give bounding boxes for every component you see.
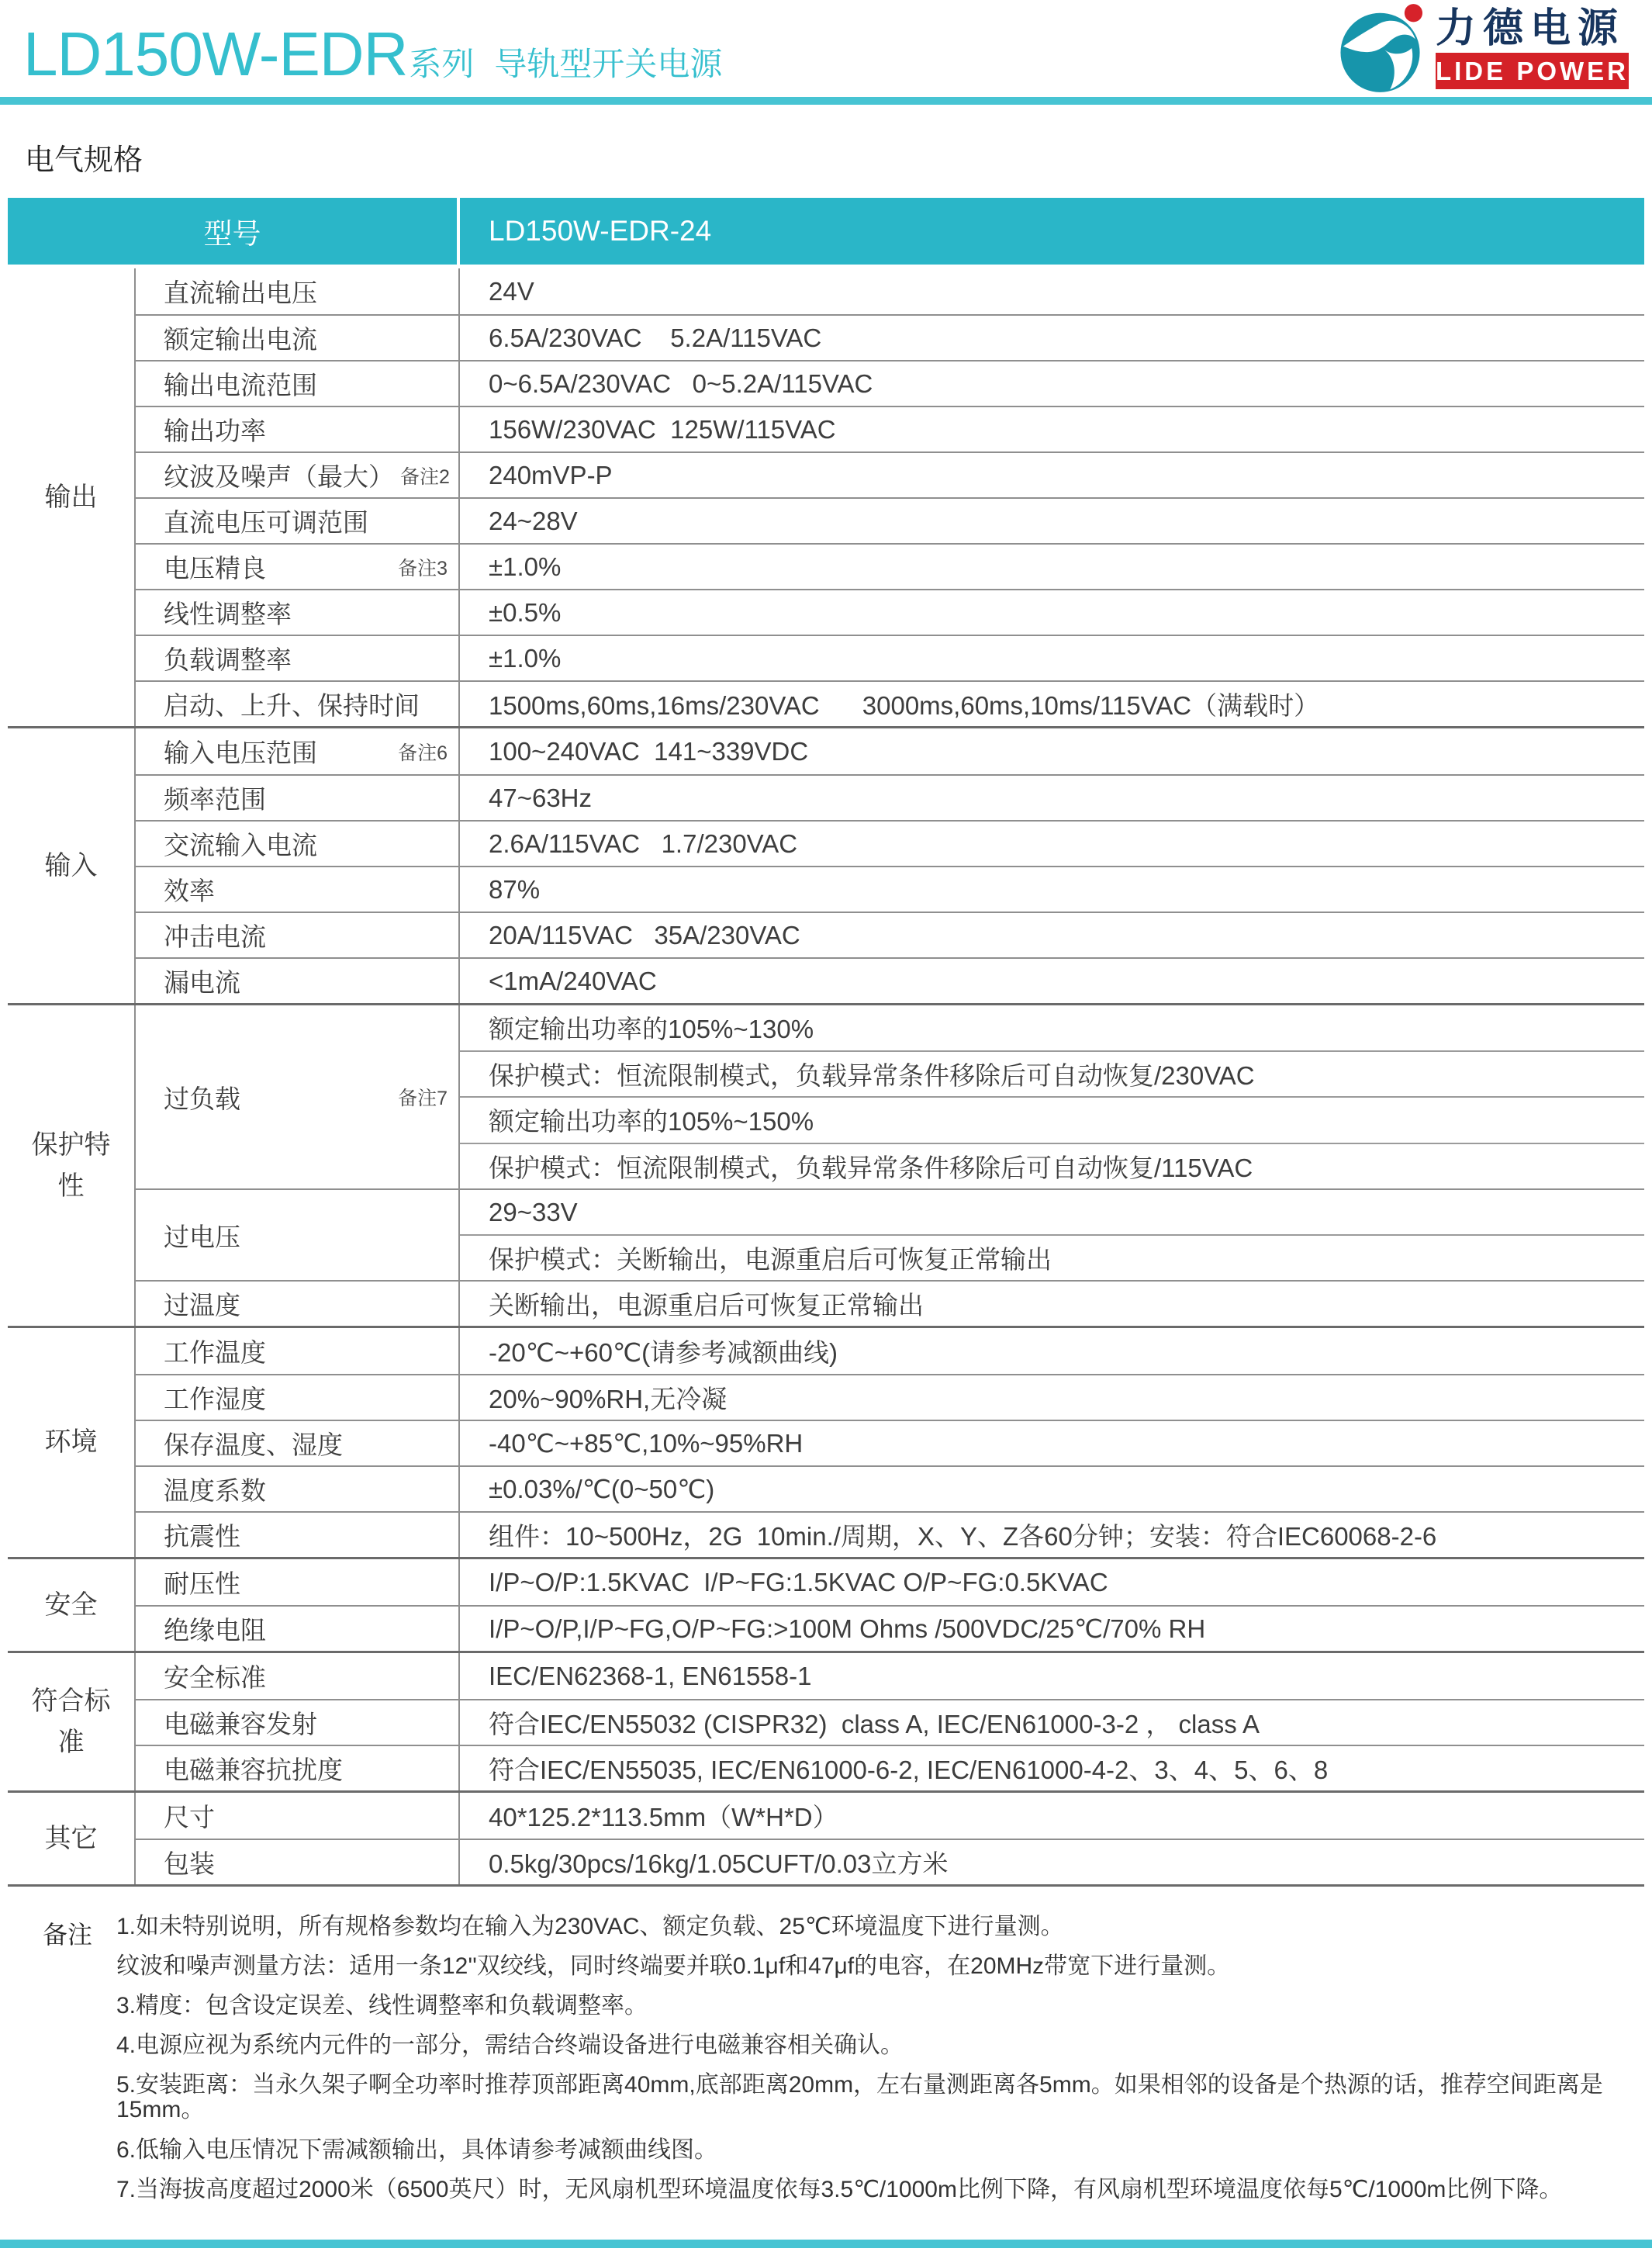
table-group-safety [8, 1559, 1644, 1653]
param-label: 输出电流范围 [164, 371, 317, 400]
param-subvalue: 29~33V [489, 1197, 578, 1226]
table-row [136, 774, 1644, 820]
series-suffix: 系列 [409, 46, 475, 82]
param-label: 电磁兼容抗扰度 [164, 1756, 343, 1784]
table-row [136, 406, 1644, 451]
table-group-standards [8, 1653, 1644, 1793]
param-label: 输入电压范围 [164, 739, 317, 767]
param-label: 绝缘电阻 [164, 1616, 266, 1645]
param-label: 过温度 [164, 1291, 240, 1320]
table-row [136, 1374, 1644, 1420]
note-reference: 备注6 [398, 742, 448, 764]
note-item: 3.精度：包含设定误差、线性调整率和负载调整率。 [116, 1993, 648, 2019]
param-label: 漏电流 [164, 968, 240, 997]
param-label: 工作温度 [164, 1338, 266, 1367]
param-value: 符合IEC/EN55035, IEC/EN61000-6-2, IEC/EN61000-4-2、3、4、5、6、8 [489, 1756, 1329, 1784]
note-item: 1.如未特别说明，所有规格参数均在输入为230VAC、额定负载、25℃环境温度下进行量测。 [116, 1914, 1064, 1939]
note-item: 4.电源应视为系统内元件的一部分，需结合终端设备进行电磁兼容相关确认。 [116, 2032, 904, 2059]
notes-section [43, 1915, 1652, 2217]
table-row [136, 497, 1644, 543]
group-name: 环境 [8, 1328, 136, 1557]
param-value: 20%~90%RH,无冷凝 [489, 1385, 728, 1413]
param-value: IEC/EN62368-1, EN61558-1 [489, 1661, 812, 1690]
note-item: 7.当海拔高度超过2000米（6500英尺）时，无风扇机型环境温度依每3.5℃/1000m比例下降，有风扇机型环境温度依每5℃/1000m比例下降。 [116, 2176, 1563, 2202]
param-value: 0.5kg/30pcs/16kg/1.05CUFT/0.03立方米 [489, 1849, 949, 1878]
table-row [136, 728, 1644, 774]
table-row [136, 1188, 1644, 1280]
brand-logo-text [1436, 7, 1629, 89]
param-label: 包装 [164, 1849, 215, 1878]
param-label: 效率 [164, 877, 215, 905]
group-name: 其它 [8, 1793, 136, 1884]
param-value: 2.6A/115VAC 1.7/230VAC [489, 829, 798, 858]
table-row [136, 1653, 1644, 1699]
page-header [0, 0, 1652, 97]
spec-table [8, 198, 1644, 1887]
param-label: 纹波及噪声（最大） [164, 462, 394, 491]
table-row [136, 589, 1644, 635]
param-value: 24V [489, 276, 534, 306]
param-label: 电磁兼容发射 [164, 1710, 317, 1738]
table-row [136, 268, 1644, 314]
note-item: 5.安装距离：当永久架子啊全功率时推荐顶部距离40mm,底部距离20mm，左右量测距离各5mm。如果相邻的设备是个热源的话，推荐空间距离是15mm。 [116, 2072, 1603, 2123]
param-label: 耐压性 [164, 1569, 240, 1598]
param-value: ±0.03%/℃(0~50℃) [489, 1475, 715, 1503]
param-value: 0~6.5A/230VAC 0~5.2A/115VAC [489, 368, 873, 398]
table-group-output [8, 268, 1644, 728]
footer-divider-rule [0, 2240, 1652, 2248]
table-row [136, 1280, 1644, 1326]
group-name: 输入 [8, 728, 136, 1003]
lide-logo-icon [1338, 3, 1428, 93]
param-value: ±1.0% [489, 643, 562, 673]
table-row [136, 1745, 1644, 1790]
table-row [136, 451, 1644, 497]
header-divider-rule [0, 97, 1652, 105]
notes-label: 备注 [43, 1921, 93, 1949]
model-value-cell: LD150W-EDR-24 [489, 215, 712, 247]
param-label: 频率范围 [164, 785, 266, 814]
param-label: 负载调整率 [164, 645, 292, 674]
table-group-protection [8, 1005, 1644, 1328]
param-value: 组件：10~500Hz，2G 10min./周期，X、Y、Z各60分钟；安装：符合IEC60068-2-6 [489, 1522, 1437, 1551]
table-row [136, 1699, 1644, 1745]
table-row [136, 314, 1644, 360]
param-subvalue: 额定输出功率的105%~150% [460, 1096, 1644, 1143]
model-label-cell: 型号 [8, 198, 460, 265]
table-row [136, 543, 1644, 589]
note-reference: 备注3 [398, 557, 448, 579]
param-label: 安全标准 [164, 1663, 266, 1692]
note-item: 纹波和噪声测量方法：适用一条12''双绞线，同时终端要并联0.1μf和47μf的电容，在20MHz带宽下进行量测。 [116, 1953, 1231, 1980]
param-label: 工作湿度 [164, 1385, 266, 1413]
param-subvalue: 保护模式：恒流限制模式，负载异常条件移除后可自动恢复/115VAC [460, 1143, 1644, 1189]
param-label: 直流电压可调范围 [164, 508, 368, 537]
table-row [136, 1605, 1644, 1651]
param-label: 交流输入电流 [164, 831, 317, 860]
table-row [136, 1420, 1644, 1465]
param-label: 保存温度、湿度 [164, 1430, 343, 1459]
param-value: <1mA/240VAC [489, 966, 657, 995]
param-value: 40*125.2*113.5mm（W*H*D） [489, 1803, 838, 1832]
group-name: 安全 [8, 1559, 136, 1651]
notes-list [116, 1915, 1652, 2217]
group-name: 符合标准 [8, 1653, 136, 1790]
table-row [136, 957, 1644, 1003]
param-value: ±1.0% [489, 552, 562, 581]
param-value: 100~240VAC 141~339VDC [489, 736, 809, 766]
param-value: ±0.5% [489, 597, 562, 627]
param-value: 关断输出，电源重启后可恢复正常输出 [489, 1291, 924, 1320]
param-label: 额定输出电流 [164, 325, 317, 354]
table-group-input [8, 728, 1644, 1005]
table-row [136, 1005, 1644, 1188]
param-value: 符合IEC/EN55032 (CISPR32) class A, IEC/EN61000-3-2 ， class A [489, 1710, 1260, 1738]
table-row [136, 1839, 1644, 1884]
param-label: 过负载 [164, 1084, 240, 1113]
param-label: 抗震性 [164, 1522, 240, 1551]
section-title: 电气规格 [25, 144, 143, 177]
param-label: 尺寸 [164, 1803, 215, 1832]
group-name: 保护特性 [8, 1005, 136, 1326]
note-reference: 备注7 [398, 1088, 448, 1109]
note-item: 6.低输入电压情况下需减额输出，具体请参考减额曲线图。 [116, 2136, 718, 2163]
brand-name-en: LIDE POWER [1435, 56, 1629, 85]
table-row [136, 360, 1644, 406]
brand-logo [1338, 0, 1629, 93]
series-model-title: LD150W-EDR [23, 19, 408, 88]
table-row [136, 820, 1644, 866]
brand-name-cn: 力德电源 [1435, 6, 1625, 51]
table-row [136, 866, 1644, 912]
param-value: I/P~O/P:1.5KVAC I/P~FG:1.5KVAC O/P~FG:0.5KVAC [489, 1567, 1108, 1596]
param-label: 直流输出电压 [164, 278, 317, 307]
param-value: I/P~O/P,I/P~FG,O/P~FG:>100M Ohms /500VDC/25℃/70% RH [489, 1614, 1206, 1643]
table-row [136, 1465, 1644, 1511]
table-row [136, 1559, 1644, 1605]
param-value: 1500ms,60ms,16ms/230VAC 3000ms,60ms,10ms/115VAC（满载时） [489, 691, 1320, 720]
param-value: 47~63Hz [489, 783, 593, 812]
param-value: 240mVP-P [489, 460, 613, 489]
param-label: 电压精良 [164, 554, 266, 583]
table-row [136, 1793, 1644, 1839]
product-type-subtitle: 导轨型开关电源 [494, 46, 723, 82]
table-row [136, 680, 1644, 726]
param-subvalue: 保护模式：恒流限制模式，负载异常条件移除后可自动恢复/230VAC [460, 1050, 1644, 1097]
param-value: 24~28V [489, 506, 578, 535]
table-row [136, 912, 1644, 957]
param-label: 温度系数 [164, 1476, 266, 1505]
table-header-row [8, 198, 1644, 265]
param-value: 156W/230VAC 125W/115VAC [489, 414, 836, 444]
param-subvalue: 保护模式：关断输出，电源重启后可恢复正常输出 [460, 1234, 1644, 1280]
param-label: 冲击电流 [164, 922, 266, 951]
param-value: 6.5A/230VAC 5.2A/115VAC [489, 323, 822, 352]
param-label: 输出功率 [164, 417, 266, 445]
table-row [136, 635, 1644, 680]
table-group-other [8, 1793, 1644, 1887]
table-group-environment [8, 1328, 1644, 1559]
param-subvalue: 额定输出功率的105%~130% [489, 1015, 814, 1044]
table-row [136, 1328, 1644, 1374]
param-value: -20℃~+60℃(请参考减额曲线) [489, 1338, 838, 1367]
param-label: 线性调整率 [164, 600, 292, 628]
param-value: -40℃~+85℃,10%~95%RH [489, 1429, 804, 1458]
param-label: 启动、上升、保持时间 [164, 691, 420, 720]
table-row [136, 1511, 1644, 1557]
note-reference: 备注2 [400, 465, 450, 488]
param-value: 20A/115VAC 35A/230VAC [489, 920, 800, 950]
brand-name-en-bar [1436, 53, 1629, 89]
page-title [23, 0, 723, 88]
group-name: 输出 [8, 268, 136, 726]
param-value: 87% [489, 874, 541, 904]
param-label: 过电压 [164, 1222, 240, 1251]
